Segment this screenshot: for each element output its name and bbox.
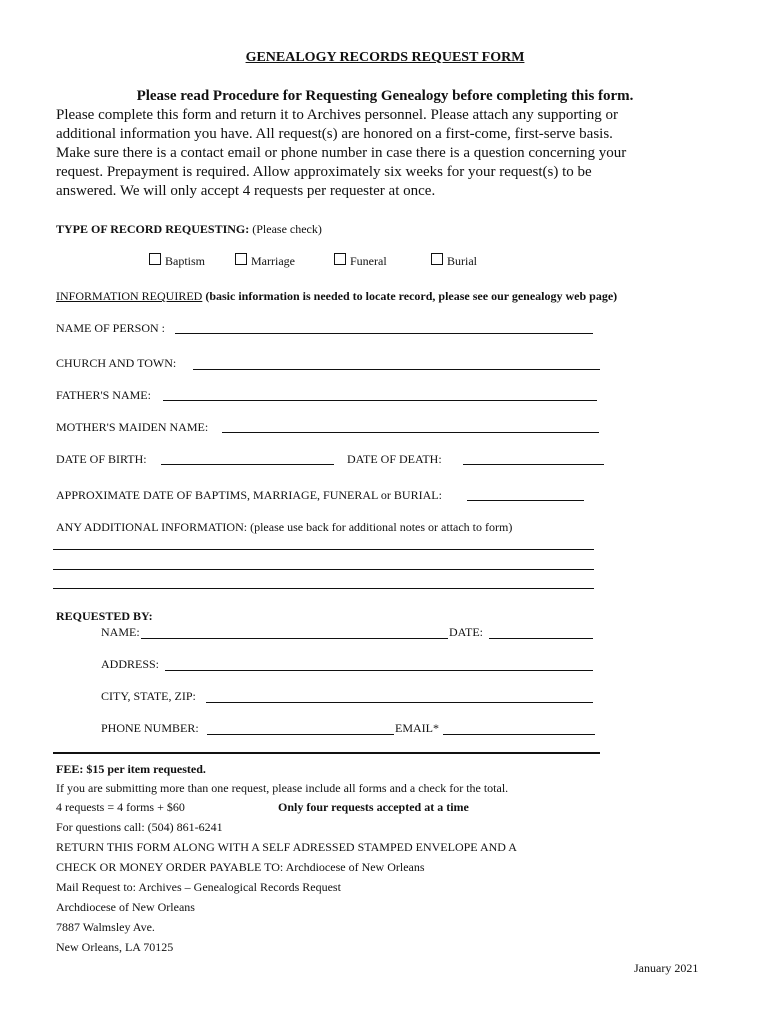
intro-line: Make sure there is a contact email or phone number in case there is a question concerning your: [56, 145, 627, 161]
info-required-hint: (basic information is needed to locate record, please see our genealogy web page): [205, 289, 618, 303]
baptism-checkbox[interactable]: [149, 253, 161, 265]
email-field[interactable]: [443, 734, 595, 735]
multiple-requests-text: If you are submitting more than one request, please include all forms and a check for the total.: [56, 781, 509, 795]
additional-info-line[interactable]: [53, 549, 594, 550]
return-instructions-line: CHECK OR MONEY ORDER PAYABLE TO: Archdiocese of New Orleans: [56, 860, 425, 874]
fee-text: FEE: $15 per item requested.: [56, 762, 206, 776]
intro-line: request. Prepayment is required. Allow approximately six weeks for your request(s) to be: [56, 164, 592, 180]
mailing-address-line: Archdiocese of New Orleans: [56, 900, 195, 914]
record-type-hint: (Please check): [252, 222, 322, 236]
intro-bold-line: Please read Procedure for Requesting Genealogy before completing this form.: [136, 88, 634, 104]
record-type-label: TYPE OF RECORD REQUESTING:: [56, 222, 250, 236]
mailing-address-line: New Orleans, LA 70125: [56, 940, 174, 954]
church-and-town-label: CHURCH AND TOWN:: [56, 356, 177, 370]
only-four-text: Only four requests accepted at a time: [278, 800, 469, 814]
section-divider: [53, 752, 600, 754]
baptism-label: Baptism: [165, 254, 206, 268]
additional-info-line[interactable]: [53, 588, 594, 589]
return-instructions-line: RETURN THIS FORM ALONG WITH A SELF ADRESSED STAMPED ENVELOPE AND A: [56, 840, 517, 854]
fathers-name-label: FATHER'S NAME:: [56, 388, 151, 402]
mothers-maiden-name-field[interactable]: [222, 432, 599, 433]
phone-number-field[interactable]: [207, 734, 394, 735]
mail-to-text: Mail Request to: Archives – Genealogical Records Request: [56, 880, 341, 894]
marriage-checkbox[interactable]: [235, 253, 247, 265]
city-state-zip-label: CITY, STATE, ZIP:: [101, 689, 196, 703]
date-of-birth-field[interactable]: [161, 464, 334, 465]
revision-date: January 2021: [634, 961, 699, 975]
fathers-name-field[interactable]: [163, 400, 597, 401]
additional-info-label: ANY ADDITIONAL INFORMATION: (please use back for additional notes or attach to form): [56, 520, 513, 534]
intro-line: Please complete this form and return it to Archives personnel. Please attach any supporting or: [56, 107, 618, 123]
requested-by-heading: REQUESTED BY:: [56, 609, 153, 623]
request-date-field[interactable]: [489, 638, 593, 639]
info-required-heading: [56, 289, 617, 304]
questions-phone: For questions call: (504) 861-6241: [56, 820, 223, 834]
request-date-label: DATE:: [449, 625, 483, 639]
requester-name-field[interactable]: [141, 638, 448, 639]
date-of-birth-label: DATE OF BIRTH:: [56, 452, 147, 466]
info-required-label: INFORMATION REQUIRED: [56, 289, 203, 303]
city-state-zip-field[interactable]: [206, 702, 593, 703]
approx-date-label: APPROXIMATE DATE OF BAPTIMS, MARRIAGE, FUNERAL or BURIAL:: [56, 488, 442, 502]
additional-info-line[interactable]: [53, 569, 594, 570]
marriage-label: Marriage: [251, 254, 295, 268]
name-of-person-field[interactable]: [175, 333, 593, 334]
address-field[interactable]: [165, 670, 593, 671]
burial-label: Burial: [447, 254, 477, 268]
funeral-label: Funeral: [350, 254, 387, 268]
intro-line: answered. We will only accept 4 requests per requester at once.: [56, 183, 436, 199]
approx-date-field[interactable]: [467, 500, 584, 501]
email-label: EMAIL*: [395, 721, 439, 735]
date-of-death-field[interactable]: [463, 464, 604, 465]
intro-line: additional information you have. All request(s) are honored on a first-come, first-serve basis.: [56, 126, 613, 142]
four-requests-text: 4 requests = 4 forms + $60: [56, 800, 185, 814]
mailing-address-line: 7887 Walmsley Ave.: [56, 920, 155, 934]
funeral-checkbox[interactable]: [334, 253, 346, 265]
phone-number-label: PHONE NUMBER:: [101, 721, 199, 735]
address-label: ADDRESS:: [101, 657, 160, 671]
church-and-town-field[interactable]: [193, 369, 600, 370]
name-of-person-label: NAME OF PERSON :: [56, 321, 166, 335]
mothers-maiden-name-label: MOTHER'S MAIDEN NAME:: [56, 420, 209, 434]
form-title: GENEALOGY RECORDS REQUEST FORM: [245, 50, 525, 65]
record-type-heading: [56, 222, 322, 237]
date-of-death-label: DATE OF DEATH:: [347, 452, 442, 466]
requester-name-label: NAME:: [101, 625, 140, 639]
burial-checkbox[interactable]: [431, 253, 443, 265]
